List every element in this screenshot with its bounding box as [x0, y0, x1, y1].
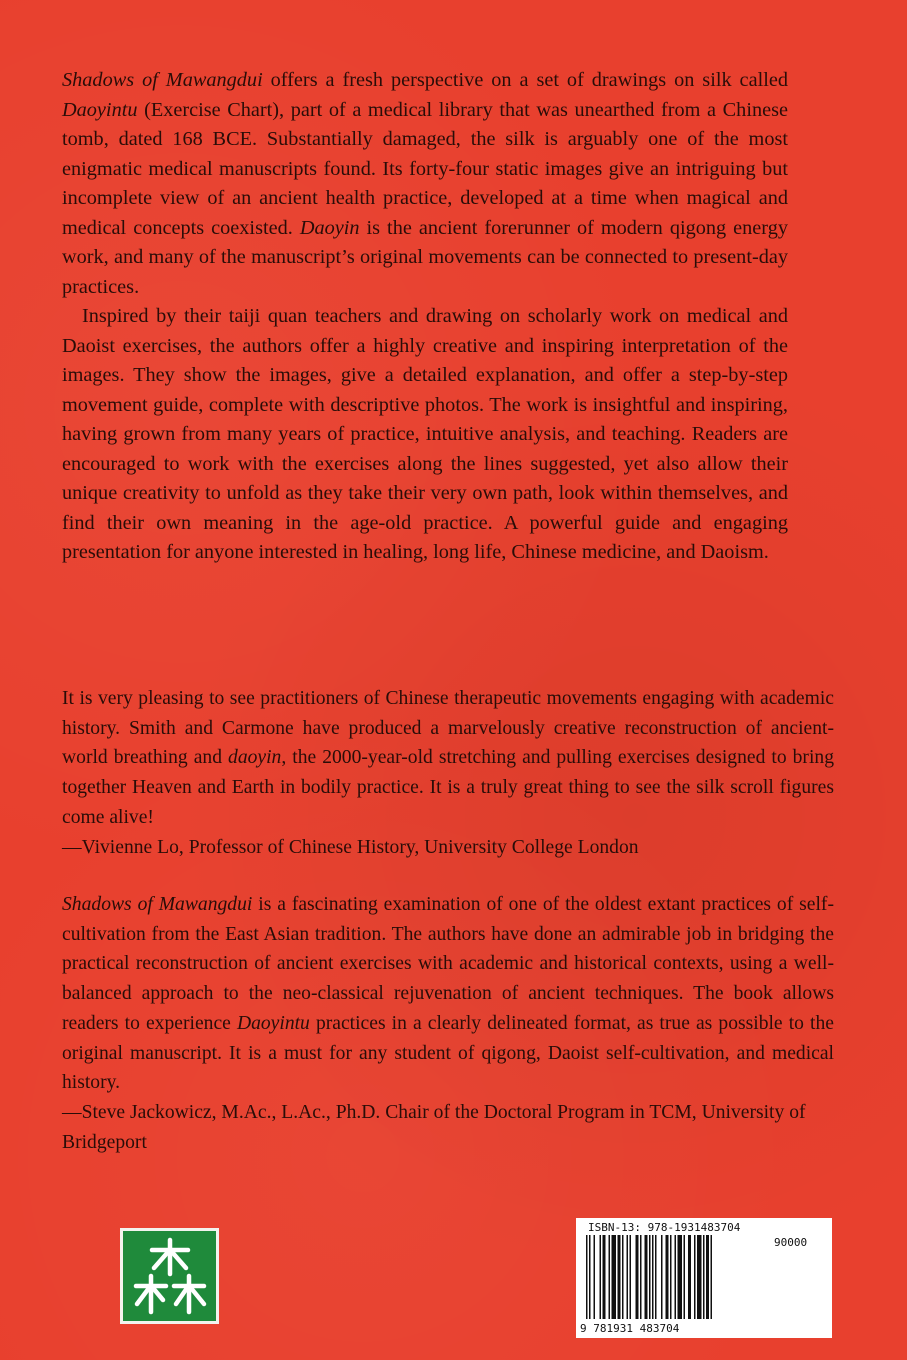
barcode-bar [675, 1235, 677, 1319]
endorsement-lo [62, 684, 834, 862]
barcode-bar [594, 1235, 596, 1319]
daoyintu-italic: Daoyintu [236, 1012, 310, 1034]
barcode-bar [655, 1235, 657, 1319]
barcode-bar [661, 1235, 663, 1319]
barcode-bar [694, 1235, 696, 1319]
barcode-bar [636, 1235, 639, 1319]
barcode-bar [600, 1235, 602, 1319]
barcode-bar [649, 1235, 651, 1319]
daoyin-italic: daoyin [228, 747, 282, 769]
barcode-bar [711, 1235, 713, 1319]
isbn-label: ISBN-13: 978-1931483704 [588, 1221, 741, 1234]
back-cover-blurb [62, 66, 788, 568]
barcode-bar [603, 1235, 606, 1319]
barcode-bar [622, 1235, 624, 1319]
endorsement-text [62, 890, 834, 1098]
blurb-text: offers a fresh perspective on a set of drawings on silk called [262, 69, 788, 91]
blurb-text: (Exercise Chart), part of a medical library that was unearthed from a Chinese tomb, dated 168 BCE. Substantially damaged, the silk is arguably one of the most enigmatic medical manuscripts found. Its forty-four static images give an intriguing but incomplete view of an ancient health practice, developed at a time when magical and medical concepts coexisted. [62, 98, 788, 239]
ean-bars [584, 1235, 770, 1321]
endorsement-attribution: —Steve Jackowicz, M.Ac., L.Ac., Ph.D. Chair of the Doctoral Program in TCM, University of Bridgeport [62, 1101, 806, 1153]
isbn-barcode [576, 1218, 832, 1338]
barcode-bar [627, 1235, 629, 1319]
forest-glyph-icon [130, 1236, 210, 1316]
barcode-bar [586, 1235, 588, 1319]
endorsement-text-part: , the 2000-year-old stretching and pulling exercises designed to bring together Heaven and Earth in bodily practice. It is a truly great thing to see the silk scroll figures come alive! [62, 747, 834, 828]
barcode-bar [703, 1235, 705, 1319]
barcode-bar [612, 1235, 617, 1319]
barcode-bar [684, 1235, 686, 1319]
barcode-bar [640, 1235, 642, 1319]
endorsement-text-part: practices in a clearly delineated format, as true as possible to the original manuscript. It is a must for any student of qigong, Daoist self-cultivation, and medical history. [62, 1012, 834, 1094]
barcode-bar [652, 1235, 654, 1319]
publisher-logo [120, 1228, 219, 1324]
blurb-paragraph-1 [62, 66, 788, 302]
barcode-bar [666, 1235, 669, 1319]
barcode-bar [706, 1235, 709, 1319]
barcode-bar [678, 1235, 683, 1319]
blurb-text: is the ancient forerunner of modern qigong energy work, and many of the manuscript’s original movements can be connected to present-day practices. [62, 216, 788, 298]
endorsement-attribution: —Vivienne Lo, Professor of Chinese History, University College London [62, 836, 639, 858]
barcode-bar [697, 1235, 702, 1319]
barcode-bar [688, 1235, 691, 1319]
barcode-bar [589, 1235, 591, 1319]
book-title-italic: Shadows of Mawangdui [62, 894, 253, 915]
endorsement-jackowicz [62, 890, 834, 1157]
book-title-italic: Shadows of Mawangdui [62, 69, 263, 91]
daoyin-italic: Daoyin [299, 216, 360, 239]
blurb-paragraph-2: Inspired by their taiji quan teachers and drawing on scholarly work on medical and Daoist exercises, the authors offer a highly creative and inspiring interpretation of the images. They show the images, give a detailed explanation, and offer a step-by-step movement guide, complete with descriptive photos. The work is insightful and inspiring, having grown from many years of practice, intuitive analysis, and teaching. Readers are encouraged to work with the exercises along the lines suggested, yet also allow their unique creativity to unfold as they take their very own path, look within themselves, and find their own meaning in the age-old practice. A powerful guide and engaging presentation for anyone interested in healing, long life, Chinese medicine, and Daoism. [62, 305, 788, 563]
price-code: 90000 [774, 1236, 808, 1249]
barcode-bar [645, 1235, 648, 1319]
endorsement-text-part: is a fascinating examination of one of the oldest extant practices of self-cultivation from the East Asian tradition. The authors have done an admirable job in bridging the practical reconstruction of ancient exercises with academic and historical contexts, using a well-balanced approach to the neo-classical rejuvenation of ancient techniques. The book allows readers to experience [62, 894, 834, 1034]
barcode-bar [618, 1235, 621, 1319]
barcode-bar [670, 1235, 672, 1319]
daoyintu-italic: Daoyintu [62, 98, 138, 121]
barcode-bar [609, 1235, 611, 1319]
endorsement-text [62, 684, 834, 833]
endorsement-text-part: It is very pleasing to see practitioners of Chinese therapeutic movements engaging with academic history. Smith and Carmone have produced a marvelously creative reconstruction of ancient-world breathing and [62, 688, 834, 769]
barcode-bar [630, 1235, 632, 1319]
ean-digits: 9 781931 483704 [580, 1322, 680, 1335]
